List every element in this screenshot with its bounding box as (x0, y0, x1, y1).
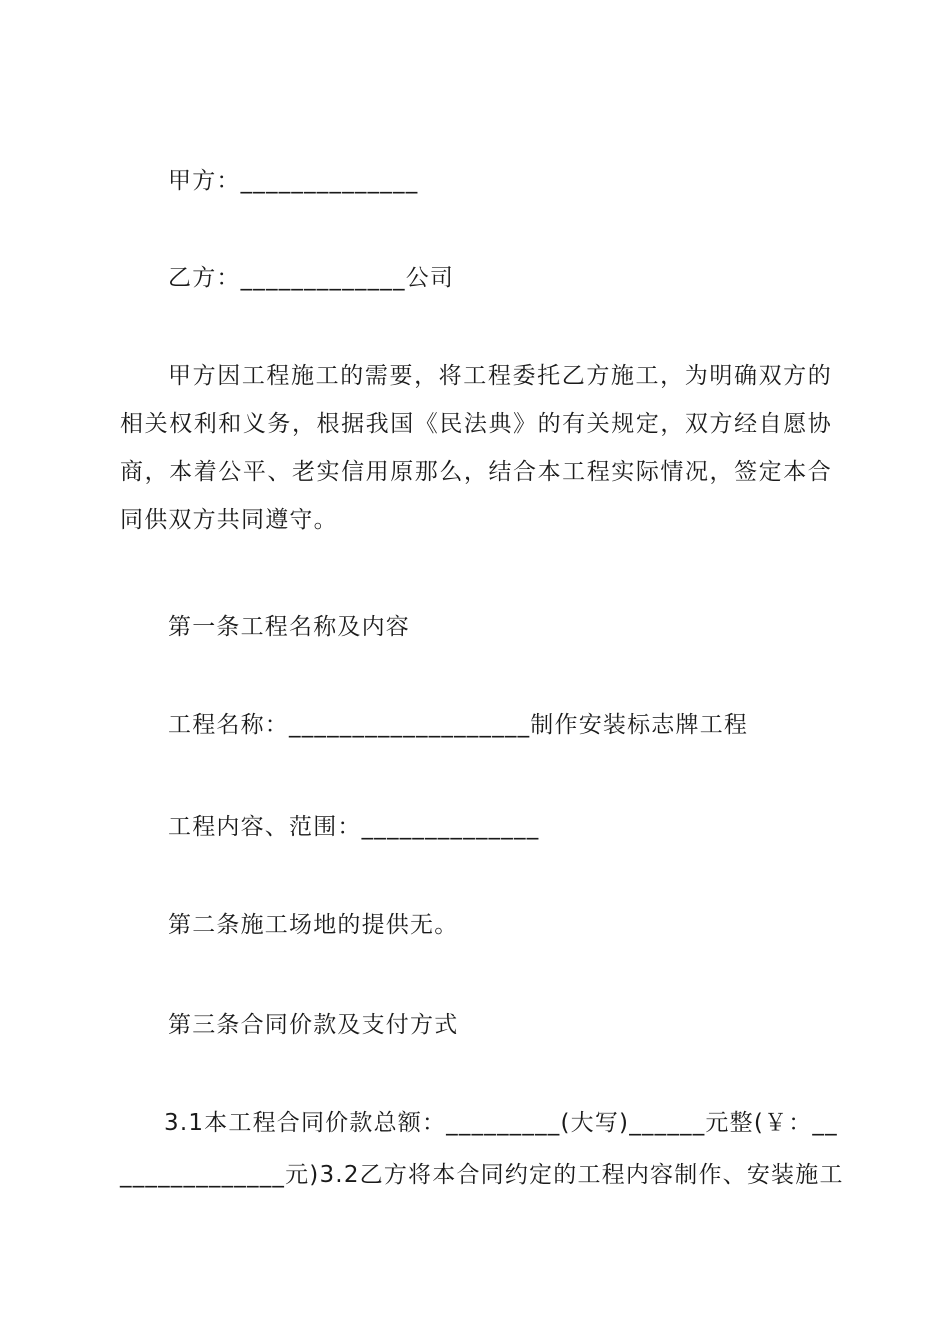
article-3-title: 第三条合同价款及支付方式 (168, 1012, 459, 1038)
party-a-line: 甲方：______________ (168, 168, 419, 194)
article-2-line: 第二条施工场地的提供无。 (168, 912, 459, 938)
project-name-line: 工程名称：___________________制作安装标志牌工程 (168, 712, 749, 738)
price-line-2: _____________元)3.2乙方将本合同约定的工程内容制作、安装施工 (120, 1162, 844, 1188)
article-1-title: 第一条工程名称及内容 (168, 614, 410, 640)
project-scope-line: 工程内容、范围：______________ (168, 814, 540, 840)
price-line-1: 3.1本工程合同价款总额：_________(大写)______元整(￥：__ (164, 1110, 838, 1136)
preamble-paragraph: 甲方因工程施工的需要，将工程委托乙方施工，为明确双方的相关权利和义务，根据我国《民法典》的有关规定，双方经自愿协商，本着公平、老实信用原那么，结合本工程实际情况，签定本合同供双方共同遵守。 (120, 363, 832, 533)
party-b-line: 乙方：_____________公司 (168, 265, 455, 291)
